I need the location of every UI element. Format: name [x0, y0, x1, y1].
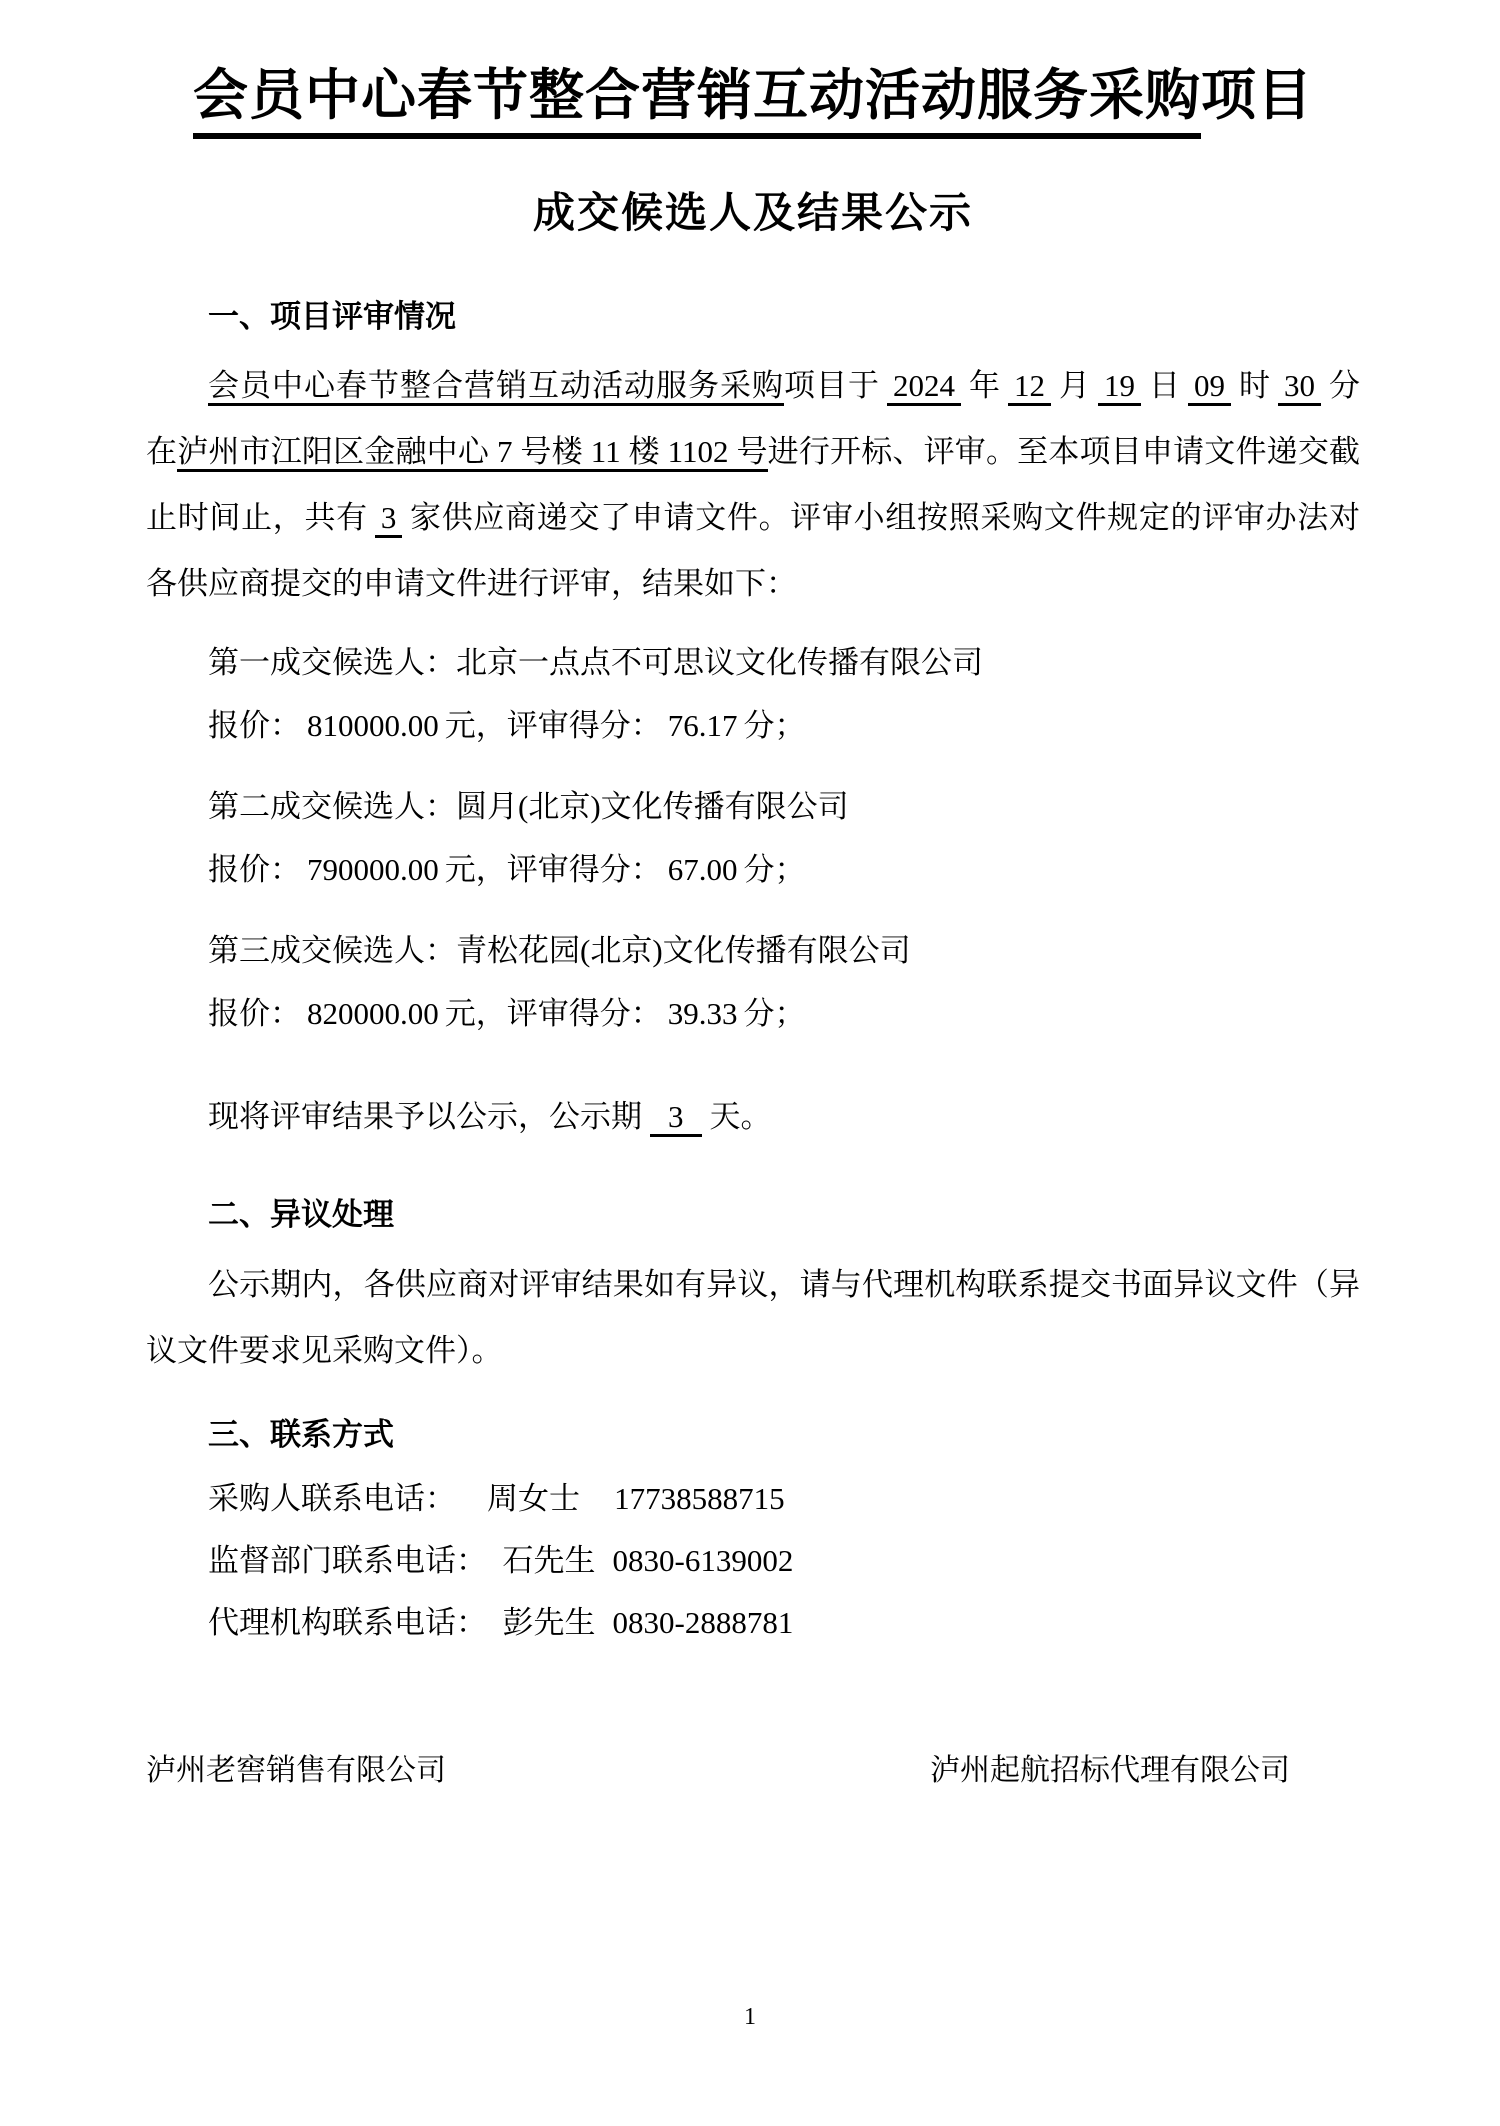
candidate-1-price-unit: 元， — [444, 708, 507, 744]
candidate-3-score-value: 39.33 — [667, 996, 738, 1032]
candidate-1-price-value: 810000.00 — [307, 708, 439, 744]
hour-label: 时 — [1238, 368, 1271, 404]
contact-agency-label: 代理机构联系电话： — [208, 1605, 487, 1641]
candidate-2-score-value: 67.00 — [667, 852, 738, 888]
contact-purchaser-phone: 17738588715 — [614, 1481, 785, 1517]
contact-supervision-name: 石先生 — [502, 1543, 596, 1579]
candidate-3-price-value: 820000.00 — [307, 996, 439, 1032]
section-2-heading: 二、异议处理 — [208, 1197, 394, 1233]
contact-row-agency — [146, 1592, 1360, 1654]
year-label: 年 — [968, 368, 1001, 404]
candidate-3-company: 青松花园(北京)文化传播有限公司 — [456, 933, 911, 969]
project-name-underlined: 会员中心春节整合营销互动活动服务采购 — [208, 368, 784, 406]
candidate-3-price-label: 报价： — [208, 996, 301, 1032]
candidate-1-score-value: 76.17 — [667, 708, 738, 744]
candidate-3-price-line — [146, 982, 1360, 1045]
candidate-1-rank-line — [146, 631, 1360, 694]
candidate-1-company: 北京一点点不可思议文化传播有限公司 — [456, 645, 983, 681]
after-project-text: 项目于 — [784, 368, 880, 404]
candidate-block-2 — [146, 775, 1360, 901]
document-title — [146, 60, 1360, 132]
day-value: 19 — [1098, 368, 1141, 406]
candidate-3-score-label: 评审得分： — [506, 996, 662, 1032]
candidate-1-price-line — [146, 694, 1360, 757]
intro-tail-text: 家供应商递交了申请文件。评审小组按照采购文件规定的评审办法对各供应商提交的申请文件进行评审，结果如下： — [146, 500, 1361, 602]
agency-company-name: 泸州起航招标代理有限公司 — [930, 1754, 1290, 1788]
address-underlined: 泸州市江阳区金融中心 7 号楼 11 楼 1102 号 — [177, 434, 767, 472]
candidate-3-score-unit: 分； — [743, 996, 806, 1032]
candidate-2-price-value: 790000.00 — [307, 852, 439, 888]
contact-supervision-label: 监督部门联系电话： — [208, 1543, 487, 1579]
candidate-2-score-label: 评审得分： — [506, 852, 662, 888]
candidate-block-3 — [146, 919, 1360, 1045]
publicity-period-before: 现将评审结果予以公示，公示期 — [208, 1099, 642, 1135]
intro-mid-text: 进行开标、评审。至本项目申请文件递交截止时间止，共有 — [146, 434, 1361, 536]
candidate-2-score-unit: 分； — [743, 852, 806, 888]
contact-list — [146, 1468, 1360, 1654]
candidate-3-price-unit: 元， — [444, 996, 507, 1032]
candidate-3-rank-label: 第三成交候选人： — [208, 933, 456, 969]
candidate-3-rank-line — [146, 919, 1360, 982]
candidate-block-1 — [146, 631, 1360, 757]
supplier-count-value: 3 — [375, 500, 403, 538]
candidate-1-score-label: 评审得分： — [506, 708, 662, 744]
minute-label: 分在 — [146, 368, 1360, 470]
section-3-heading: 三、联系方式 — [208, 1417, 394, 1453]
candidate-2-price-label: 报价： — [208, 852, 301, 888]
candidate-2-price-unit: 元， — [444, 852, 507, 888]
document-title-underlined: 会员中心春节整合营销互动活动服务采购 — [193, 65, 1201, 139]
signature-footer — [146, 1750, 1360, 1792]
candidate-2-price-line — [146, 838, 1360, 901]
contact-supervision-phone: 0830-6139002 — [612, 1543, 794, 1579]
contact-agency-phone: 0830-2888781 — [612, 1605, 794, 1641]
contact-row-purchaser — [146, 1468, 1360, 1530]
candidate-1-price-label: 报价： — [208, 708, 301, 744]
publicity-period-after: 天。 — [709, 1099, 772, 1135]
year-value: 2024 — [887, 368, 961, 406]
contact-purchaser-name: 周女士 — [487, 1481, 580, 1517]
purchaser-company-name: 泸州老窖销售有限公司 — [146, 1754, 446, 1788]
document-title-rest: 项目 — [1201, 65, 1314, 126]
minute-value: 30 — [1278, 368, 1321, 406]
contact-purchaser-label: 采购人联系电话： — [208, 1481, 456, 1517]
candidate-2-rank-line — [146, 775, 1360, 838]
intro-paragraph — [146, 353, 1360, 617]
hour-value: 09 — [1188, 368, 1231, 406]
section-1-heading: 一、项目评审情况 — [208, 298, 456, 334]
document-subtitle: 成交候选人及结果公示 — [532, 188, 973, 236]
candidate-2-company: 圆月(北京)文化传播有限公司 — [456, 789, 849, 825]
month-label: 月 — [1058, 368, 1091, 404]
candidate-1-rank-label: 第一成交候选人： — [208, 645, 456, 681]
candidate-2-rank-label: 第二成交候选人： — [208, 789, 456, 825]
publicity-period-line — [146, 1085, 1360, 1148]
candidate-1-score-unit: 分； — [743, 708, 806, 744]
publicity-period-days: 3 — [650, 1099, 702, 1137]
contact-agency-name: 彭先生 — [502, 1605, 596, 1641]
contact-row-supervision — [146, 1530, 1360, 1592]
objection-paragraph: 公示期内，各供应商对评审结果如有异议，请与代理机构联系提交书面异议文件（异议文件要求见采购文件）。 — [146, 1267, 1360, 1369]
page-number: 1 — [744, 2004, 756, 2030]
day-label: 日 — [1148, 368, 1181, 404]
month-value: 12 — [1008, 368, 1051, 406]
